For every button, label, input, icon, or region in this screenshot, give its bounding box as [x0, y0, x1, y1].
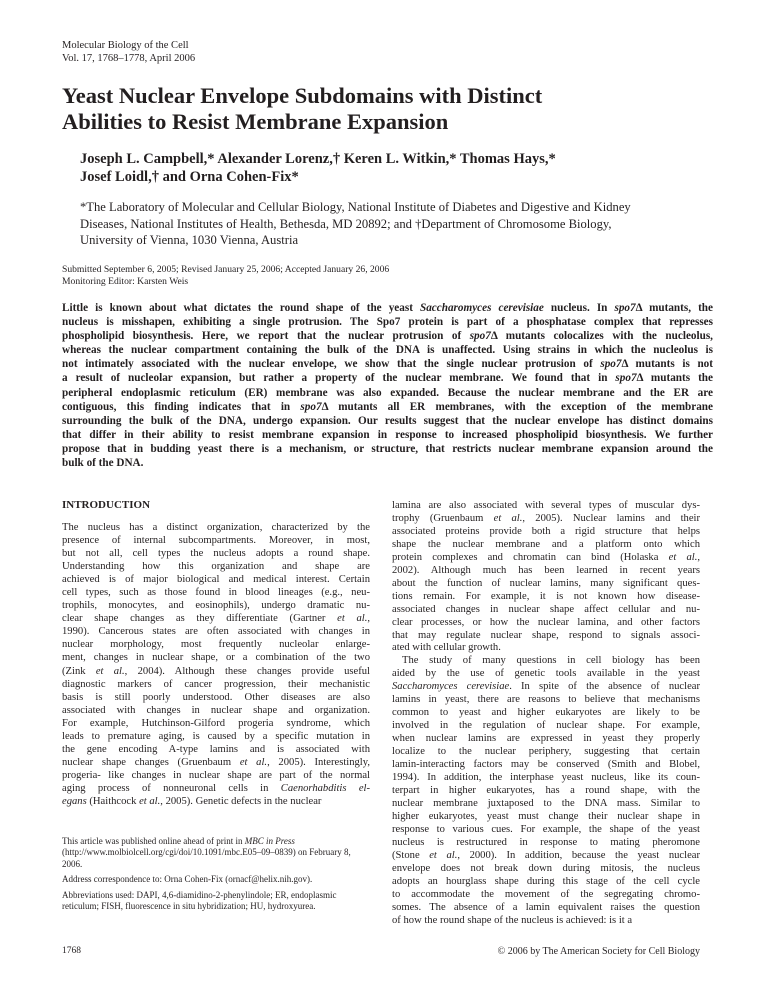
italic-text: egans — [62, 795, 87, 807]
text-run: clear shape changes as they differentiate (Gartner — [62, 613, 338, 625]
text-line — [62, 357, 713, 371]
text-line — [62, 612, 370, 625]
copyright: © 2006 by The American Society for Cell Biology — [497, 946, 700, 957]
footnote-correspondence: Address correspondence to: Orna Cohen-Fix (ornacf@helix.nih.gov). — [62, 874, 313, 885]
text-line: Understanding how this organization and shape are — [62, 561, 370, 573]
abstract — [62, 301, 713, 470]
footnote-abbreviations: Abbreviations used: DAPI, 4,6-diamidino-2-phenylindole; ER, endoplasmic reticulum; FISH, fluorescence in situ hybridization; HU, hydroxyurea. — [62, 890, 337, 912]
text-line: bulk of the DNA. — [62, 457, 144, 470]
text-line: to accommodate the movement of the segregating chromo- — [392, 888, 700, 900]
text-run: a result of nucleolar expansion, but rather a property of the nuclear membrane. We found that in — [62, 372, 616, 385]
text-line: lamin-interacting factors may be conserved (Smith and Blobel, — [392, 759, 700, 771]
journal-header — [62, 40, 195, 65]
text-line: whereas the nuclear compartment containing the bulk of the DNA is unaffected. Using strains in which the nucleolus is — [62, 344, 713, 357]
text-run: Δ mutants the — [636, 372, 713, 385]
text-line — [62, 329, 713, 343]
text-line: achieved is of major biological and medical interest. Certain — [62, 574, 370, 586]
text-line: surrounding the bulk of the DNA, undergo expansion. Our results suggest that the nuclear envelope has distinct domains — [62, 414, 713, 427]
text-line: diagnostic markers of cancer progression, their mechanistic — [62, 678, 370, 690]
text-line — [62, 756, 370, 769]
text-line — [392, 552, 700, 565]
text-line — [62, 301, 713, 315]
text-line: leads to premature aging, is caused by a specific mutation in — [62, 730, 370, 742]
text-line: about the function of nuclear lamins, many significant ques- — [392, 577, 700, 589]
text-line: involved in the regulation of nuclear shape. For example, — [392, 720, 700, 732]
text-line: nuclear membrane juxtaposed to the DNA mass. Similar to — [392, 797, 700, 809]
text-line: progeria- like changes in nuclear shape are part of the normal — [62, 769, 370, 781]
text-line: associated with changes in nuclear shape and organization. — [62, 704, 370, 716]
text-run: protein complexes and chromatin can bind (Holaska — [392, 551, 669, 563]
text-run: nuclear shape changes (Gruenbaum — [62, 756, 240, 768]
italic-text: spo7 — [300, 400, 322, 413]
text-line: envelope does not break down during mitosis, the nucleus — [392, 862, 700, 874]
affiliation-line: University of Vienna, 1030 Vienna, Austria — [80, 233, 299, 247]
text-run: (http://www.molbiolcell.org/cgi/doi/10.1091/mbc.E05–09–0839) on February 8, 2006. — [62, 847, 351, 869]
author-list — [80, 150, 720, 186]
text-line: nucleus is restructured in response to mating pheromone — [392, 836, 700, 848]
italic-text: et al. — [429, 849, 458, 861]
italic-text: et al. — [493, 512, 523, 524]
italic-text: Caenorhabditis el- — [280, 782, 370, 794]
italic-text: Saccharomyces cerevisiae — [419, 302, 544, 314]
text-line: aided by the use of genetic tools available in the yeast — [392, 668, 700, 680]
text-line — [392, 681, 700, 694]
text-run: , 2000). In addition, because the yeast nuclear — [457, 849, 700, 861]
section-heading-introduction: INTRODUCTION — [62, 499, 151, 511]
italic-text: et al. — [139, 795, 161, 807]
text-line: localize to the nuclear periphery, suggesting that certain — [392, 746, 700, 758]
text-run: aging process of nonneuronal cells in — [62, 782, 281, 794]
italic-text: spo7 — [600, 358, 622, 371]
text-line: response to various cues. For example, the shape of the yeast — [392, 823, 700, 835]
text-line: that may regulate nuclear shape, respond to signals associ- — [392, 629, 700, 641]
text-line: somes. The absence of a lamin equivalent raises the question — [392, 901, 700, 913]
monitoring-editor: Monitoring Editor: Karsten Weis — [62, 276, 189, 287]
text-line: ment, changes in nuclear shape, or a combination of the two — [62, 652, 370, 664]
text-line: trophils, monocytes, and eosinophils), undergo dramatic nu- — [62, 600, 370, 612]
text-run: , — [697, 551, 700, 563]
text-line — [62, 795, 370, 808]
text-line — [392, 513, 700, 526]
text-run: not intimately associated with the nuclear envelope, we show that the single nuclear protrusion of — [62, 358, 601, 371]
text-line: The study of many questions in cell biology has been — [402, 655, 700, 667]
text-line: presence of internal subcompartments. Moreover, in most, — [62, 535, 370, 547]
text-run: , 2004). Although these changes provide useful — [124, 665, 370, 677]
text-run: . In spite of the absence of nuclear — [509, 681, 700, 693]
text-run: , 2005). Interestingly, — [267, 756, 371, 768]
text-line: tions remain. For example, it is not known how disease- — [392, 590, 700, 602]
text-line: ated with cellular growth. — [392, 642, 501, 654]
footnote-publication — [62, 836, 370, 870]
text-run: Little is known about what dictates the round shape of the yeast — [62, 302, 420, 314]
text-run: Δ mutants, the — [635, 302, 713, 314]
text-line — [392, 850, 700, 863]
text-line: associated changes in nuclear shape affect cellular and nu- — [392, 603, 700, 615]
text-run: , 2005). Nuclear lamins and their — [522, 512, 700, 524]
text-line — [62, 371, 713, 385]
authors-line: Josef Loidl,† and Orna Cohen-Fix* — [80, 169, 299, 185]
text-run: trophy (Gruenbaum — [392, 512, 494, 524]
italic-text: spo7 — [614, 302, 636, 314]
text-line — [62, 782, 370, 795]
text-line: nuclear morphology, most frequently nucleolar enlarge- — [62, 639, 370, 651]
left-column-body — [62, 521, 370, 808]
journal-volume: Vol. 17, 1768–1778, April 2006 — [62, 52, 196, 64]
text-line: lamins in yeast, there are reasons to believe that mechanisms — [392, 694, 700, 706]
authors-line: Joseph L. Campbell,* Alexander Lorenz,† Keren L. Witkin,* Thomas Hays,* — [80, 151, 556, 167]
text-run: (Stone — [392, 849, 430, 861]
text-line: For example, Hutchinson-Gilford progeria syndrome, which — [62, 717, 370, 729]
text-line: propose that in budding yeast there is a mechanism, or structure, that restricts nuclear membrane expansion around the — [62, 442, 713, 455]
text-line: peripheral endoplasmic reticulum (ER) membrane was also expanded. Because the nuclear membrane and the ER are — [62, 386, 713, 399]
italic-text: spo7 — [469, 330, 491, 343]
text-run: , — [367, 613, 370, 625]
italic-text: MBC in Press — [244, 836, 295, 846]
text-line: that differ in their ability to resist membrane expansion in response to increased phospholipid biosynthesis. We further — [62, 428, 713, 441]
text-line — [62, 400, 713, 414]
text-line: 1994). In addition, the interphase yeast nucleus, like its coun- — [392, 772, 700, 784]
text-run: (Haithcock — [86, 795, 140, 807]
affiliations — [80, 199, 720, 249]
text-run: This article was published online ahead of print in — [62, 836, 245, 846]
italic-text: Saccharomyces cerevisiae — [392, 681, 510, 693]
right-column-body — [392, 500, 700, 927]
journal-name: Molecular Biology of the Cell — [62, 40, 189, 51]
title-line: Yeast Nuclear Envelope Subdomains with Distinct — [62, 83, 543, 108]
text-line: 2002). Although much has been learned in recent years — [392, 564, 700, 576]
text-line: common to yeast and higher eukaryotes are likely to be — [392, 707, 700, 719]
text-line: shape the nuclear membrane and a platform onto which — [392, 538, 700, 550]
text-run: (Zink — [62, 665, 96, 677]
text-run: contiguous, this finding indicates that in — [62, 400, 301, 413]
footnotes — [62, 836, 370, 917]
title-line: Abilities to Resist Membrane Expansion — [62, 109, 449, 134]
text-line: basis is still poorly understood. Other diseases are also — [62, 691, 370, 703]
italic-text: et al. — [239, 756, 268, 768]
text-run: Δ mutants all ER membranes, with the exception of the membrane — [321, 400, 713, 413]
text-line: cell types, such as those found in blood lineages (e.g., neu- — [62, 587, 370, 599]
text-line: associated proteins provide both a rigid structure that helps — [392, 525, 700, 537]
italic-text: et al. — [95, 665, 125, 677]
text-line: 1990). Cancerous states are often associated with changes in — [62, 626, 370, 638]
italic-text: et al. — [337, 613, 368, 625]
text-line: adopts an hourglass shape during this stage of the cell cycle — [392, 875, 700, 887]
italic-text: spo7 — [615, 372, 637, 385]
affiliation-line: Diseases, National Institutes of Health, Bethesda, MD 20892; and †Department of Chromosome Biology, — [80, 216, 612, 231]
text-line: the gene encoding A-type lamins and is associated with — [62, 743, 370, 755]
submission-dates — [62, 264, 389, 288]
text-line: when nuclear lamins are expressed in yeast they properly — [392, 733, 700, 745]
affiliation-line: *The Laboratory of Molecular and Cellular Biology, National Institute of Diabetes and Digestive and Kidney — [80, 200, 631, 214]
text-line: nucleus is misshapen, exhibiting a single protrusion. The Spo7 protein is part of a phosphatase complex that represses — [62, 316, 713, 329]
page-number: 1768 — [62, 946, 81, 956]
text-line: of how the round shape of the nucleus is achieved: is it a — [392, 914, 633, 926]
text-line: higher eukaryotes, yeast must change their nuclear shape in — [392, 810, 700, 822]
text-line: lamina are also associated with several types of muscular dys- — [392, 500, 700, 511]
text-run: phospholipid biosynthesis. Here, we report that the nuclear protrusion of — [62, 330, 470, 343]
text-line — [62, 665, 370, 678]
text-run: Δ mutants is not — [621, 358, 714, 371]
italic-text: et al. — [668, 551, 698, 563]
text-run: nucleus. In — [543, 302, 615, 314]
text-run: Δ mutants colocalizes with the nucleolus, — [490, 330, 713, 343]
text-run: , 2005). Genetic defects in the nuclear — [160, 795, 322, 807]
text-line: clear processes, or how the nuclear lamina, and other factors — [392, 616, 700, 628]
text-line: terpart in higher eukaryotes, has a round shape, with the — [392, 784, 700, 796]
text-line: but not all, cell types the nucleus adopts a round shape. — [62, 548, 370, 560]
paper-title — [62, 83, 722, 135]
text-line: The nucleus has a distinct organization, characterized by the — [62, 522, 370, 533]
submitted-dates: Submitted September 6, 2005; Revised January 25, 2006; Accepted January 26, 2006 — [62, 264, 390, 275]
